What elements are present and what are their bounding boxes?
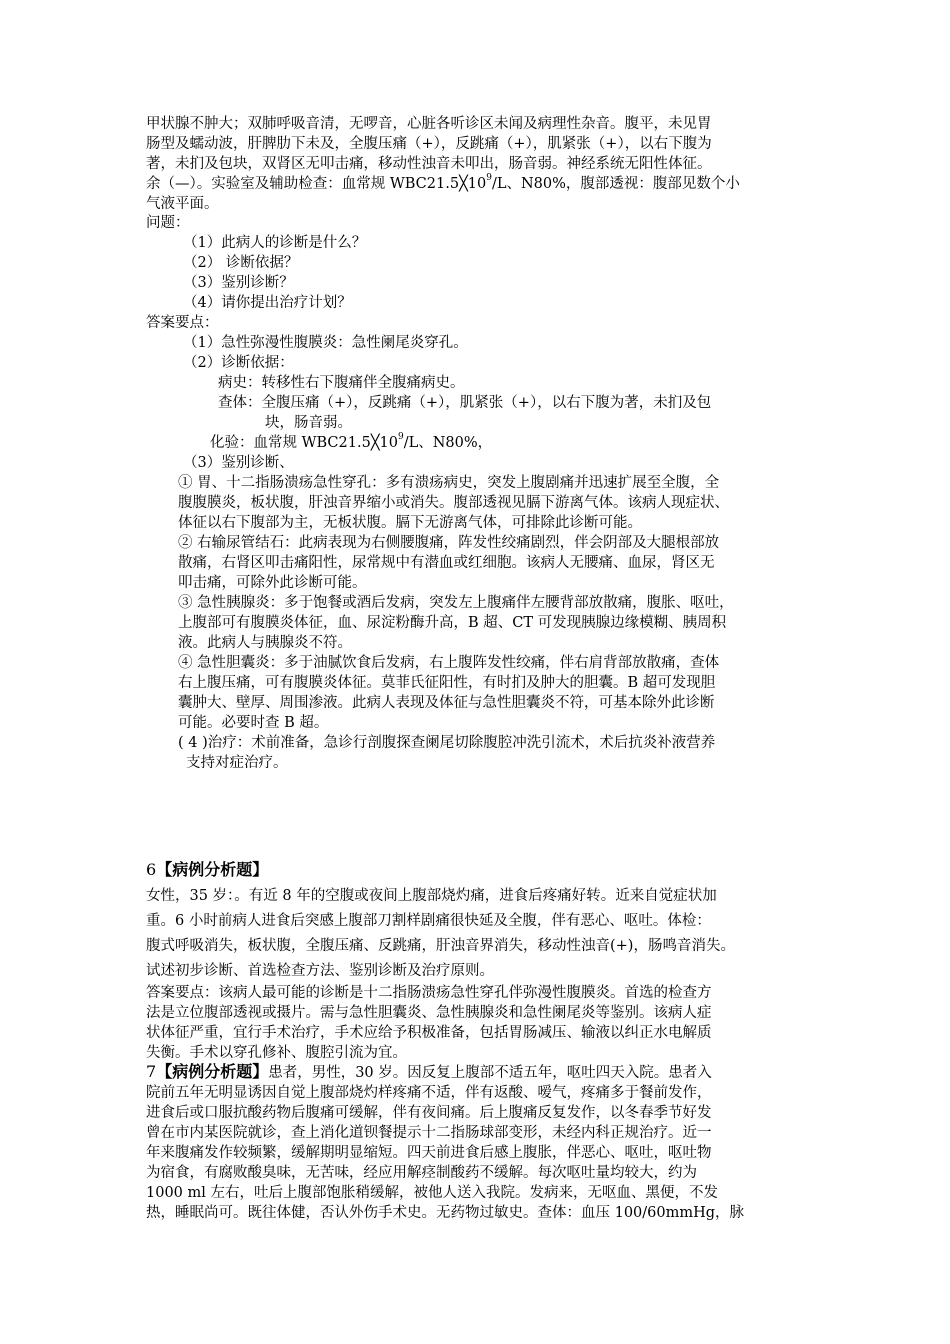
case-number: 6	[146, 860, 157, 879]
case-6-heading	[146, 860, 268, 880]
case-line: 重。6 小时前病人进食后突感上腹部刀割样剧痛很快延及全腹，伴有恶心、呕吐。体检：	[146, 913, 711, 929]
diff-line: 叩击痛，可除外此诊断可能。	[178, 575, 367, 591]
physical-line: 查体：全腹压痛（+），反跳痛（+），肌紧张（+），以右下腹为著，未扪及包	[218, 395, 712, 411]
question-item: （3）鉴别诊断？	[183, 275, 294, 291]
lab-result-a: 化验：血常规 WBC21.5╳10	[210, 435, 398, 451]
question-heading: 问题：	[146, 215, 190, 231]
history-line: 病史：转移性右下腹痛伴全腹痛病史。	[218, 375, 465, 391]
diff-line: 囊肿大、壁厚、周围渗液。此病人表现及体征与急性胆囊炎不符，可基本除外此诊断	[178, 695, 715, 711]
diff-line: 散痛，右肾区叩击痛阳性，尿常规中有潜血或红细胞。该病人无腰痛、血尿，肾区无	[178, 555, 715, 571]
diff-line: ③ 急性胰腺炎：多于饱餐或酒后发病，突发左上腹痛伴左腰背部放散痛，腹胀、呕吐，	[178, 595, 734, 611]
case-line: 试述初步诊断、首选检查方法、鉴别诊断及治疗原则。	[146, 963, 494, 979]
treatment-line: 支持对症治疗。	[186, 755, 288, 771]
case-title: 【病例分析题】	[156, 1062, 269, 1081]
case-7-first-line	[146, 1062, 712, 1083]
lab-line: 气液平面。	[146, 196, 219, 212]
diff-line: ② 右输尿管结石：此病表现为右侧腰腹痛，阵发性绞痛剧烈，伴会阴部及大腿根部放	[178, 535, 720, 551]
exam-line: 甲状腺不肿大；双肺呼吸音清，无啰音，心脏各听诊区未闻及病理性杂音。腹平，未见胃	[146, 116, 712, 132]
question-item: （2） 诊断依据？	[183, 255, 299, 271]
case-title: 【病例分析题】	[156, 860, 269, 879]
question-item: （4）请你提出治疗计划？	[183, 295, 352, 311]
case-answer-line: 法是立位腹部透视或摄片。需与急性胆囊炎、急性胰腺炎和急性阑尾炎等鉴别。该病人症	[146, 1005, 712, 1021]
diff-line: ④ 急性胆囊炎：多于油腻饮食后发病，右上腹阵发性绞痛，伴右肩背部放散痛，查体	[178, 655, 720, 671]
lab-line	[146, 174, 740, 194]
case-line: 为宿食，有腐败酸臭味，无苦味，经应用解痉制酸药不缓解。每次呕吐量均较大，约为	[146, 1165, 697, 1181]
case-line: 进食后或口服抗酸药物后腹痛可缓解，伴有夜间痛。后上腹痛反复发作，以冬春季节好发	[146, 1105, 712, 1121]
lab-exponent: 9	[486, 173, 492, 184]
diff-line: 液。此病人与胰腺炎不符。	[178, 635, 352, 651]
treatment-line: ( 4 )治疗：术前准备，急诊行剖腹探查阑尾切除腹腔冲洗引流术，术后抗炎补液营养	[178, 735, 716, 751]
case-line: 曾在市内某医院就诊，查上消化道钡餐提示十二指肠球部变形，未经内科正规治疗。近一	[146, 1125, 712, 1141]
case-line: 腹式呼吸消失，板状腹，全腹压痛、反跳痛，肝浊音界消失，移动性浊音(+)，肠鸣音消失。	[146, 938, 735, 954]
diff-line: 可能。必要时查 B 超。	[178, 715, 329, 731]
diff-line: 腹腹膜炎，板状腹，肝浊音界缩小或消失。腹部透视见膈下游离气体。该病人现症状、	[178, 495, 729, 511]
case-answer-line: 状体征严重，宜行手术治疗，手术应给予积极准备，包括胃肠减压、输液以纠正水电解质	[146, 1025, 712, 1041]
lab-text-b: /L、N80%，腹部透视：腹部见数个小	[491, 176, 740, 192]
question-item: （1）此病人的诊断是什么？	[183, 235, 367, 251]
lab-result-b: /L、N80%，	[403, 435, 493, 451]
case-line: 女性，35 岁：。有近 8 年的空腹或夜间上腹部烧灼痛，进食后疼痛好转。近来自觉症状加	[146, 888, 717, 904]
answer-item: （2）诊断依据：	[183, 355, 294, 371]
case-number: 7	[146, 1062, 157, 1081]
case-answer-line: 答案要点：该病人最可能的诊断是十二指肠溃疡急性穿孔伴弥漫性腹膜炎。首选的检查方	[146, 985, 712, 1001]
diff-line: ① 胃、十二指肠溃疡急性穿孔：多有溃疡病史，突发上腹剧痛并迅速扩展至全腹，全	[178, 475, 720, 491]
exam-line: 著，未扪及包块，双肾区无叩击痛，移动性浊音未叩出，肠音弱。神经系统无阳性体征。	[146, 156, 712, 172]
case-line: 1000 ml 左右，吐后上腹部饱胀稍缓解，被他人送入我院。发病来，无呕血、黑便，不发	[146, 1185, 719, 1201]
answer-item: （3）鉴别诊断、	[183, 455, 294, 471]
diff-line: 右上腹压痛，可有腹膜炎体征。莫菲氏征阳性，有时扪及肿大的胆囊。B 超可发现胆	[178, 675, 716, 691]
answer-item: （1）急性弥漫性腹膜炎：急性阑尾炎穿孔。	[183, 335, 468, 351]
exam-line: 肠型及蠕动波，肝脾肋下未及，全腹压痛（+），反跳痛（+），肌紧张（+），以右下腹为	[146, 136, 712, 152]
lab-text-a: 余（—）。实验室及辅助检查：血常规 WBC21.5╳10	[146, 176, 487, 192]
diff-line: 体征以右下腹部为主，无板状腹。膈下无游离气体，可排除此诊断可能。	[178, 515, 642, 531]
case-line: 院前五年无明显诱因自觉上腹部烧灼样疼痛不适，伴有返酸、嗳气，疼痛多于餐前发作，	[146, 1085, 712, 1101]
physical-line: 块，肠音弱。	[265, 415, 352, 431]
diff-line: 上腹部可有腹膜炎体征，血、尿淀粉酶升高，B 超、CT 可发现胰腺边缘模糊、胰周积	[178, 615, 727, 631]
lab-result-exponent: 9	[398, 432, 404, 443]
case-line: 热，睡眠尚可。既往体健，否认外伤手术史。无药物过敏史。查体：血压 100/60mmHg，脉	[146, 1205, 745, 1221]
lab-result-line	[210, 433, 492, 453]
case-answer-line: 失衡。手术以穿孔修补、腹腔引流为宜。	[146, 1045, 407, 1061]
case-line: 年来腹痛发作较频繁，缓解期明显缩短。四天前进食后感上腹胀，伴恶心、呕吐，呕吐物	[146, 1145, 712, 1161]
answer-heading: 答案要点：	[146, 315, 219, 331]
case-intro: 患者，男性，30 岁。因反复上腹部不适五年，呕吐四天入院。患者入	[268, 1065, 712, 1081]
